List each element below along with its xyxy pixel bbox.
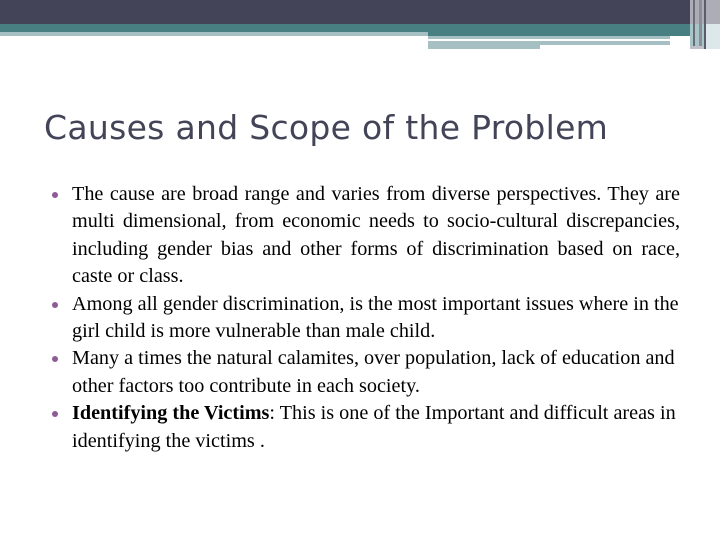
bullet-text: Among all gender discrimination, is the most important issues where in the girl child is more vulnerable than male child. <box>72 292 679 343</box>
header-teal-band <box>0 24 720 32</box>
bullet-dot-icon <box>52 192 58 198</box>
header-light-bar-left <box>0 32 428 36</box>
bullet-text: The cause are broad range and varies from diverse perspectives. They are multi dimensional, from economic needs to socio-cultural discrepancies, including gender bias and other forms of discrimination based on race, caste or class. <box>72 183 680 288</box>
bullet-text: : This is one of the Important and difficult areas in identifying the victims . <box>72 402 676 452</box>
bullet-item-victims <box>52 400 680 455</box>
header-dark-band <box>0 0 720 24</box>
slide-title: Causes and Scope of the Problem <box>44 108 609 147</box>
bullet-text: Many a times the natural calamites, over population, lack of education and other factors too contribute in each society. <box>72 347 675 397</box>
bullet-dot-icon <box>52 356 58 362</box>
bullet-item-causes <box>52 181 680 291</box>
header-edge-line <box>704 0 706 49</box>
bullet-item-gender <box>52 291 680 346</box>
header-edge-light <box>706 24 720 49</box>
header-edge-line <box>693 0 695 46</box>
bullet-dot-icon <box>52 411 58 417</box>
header-edge-line <box>699 0 702 46</box>
header-light-bar-right <box>428 41 540 49</box>
bullet-dot-icon <box>52 302 58 308</box>
bullet-list <box>52 181 680 455</box>
header-light-bar-right-2 <box>540 41 670 45</box>
bullet-item-factors <box>52 345 680 400</box>
bullet-bold-lead: Identifying the Victims <box>72 402 270 425</box>
